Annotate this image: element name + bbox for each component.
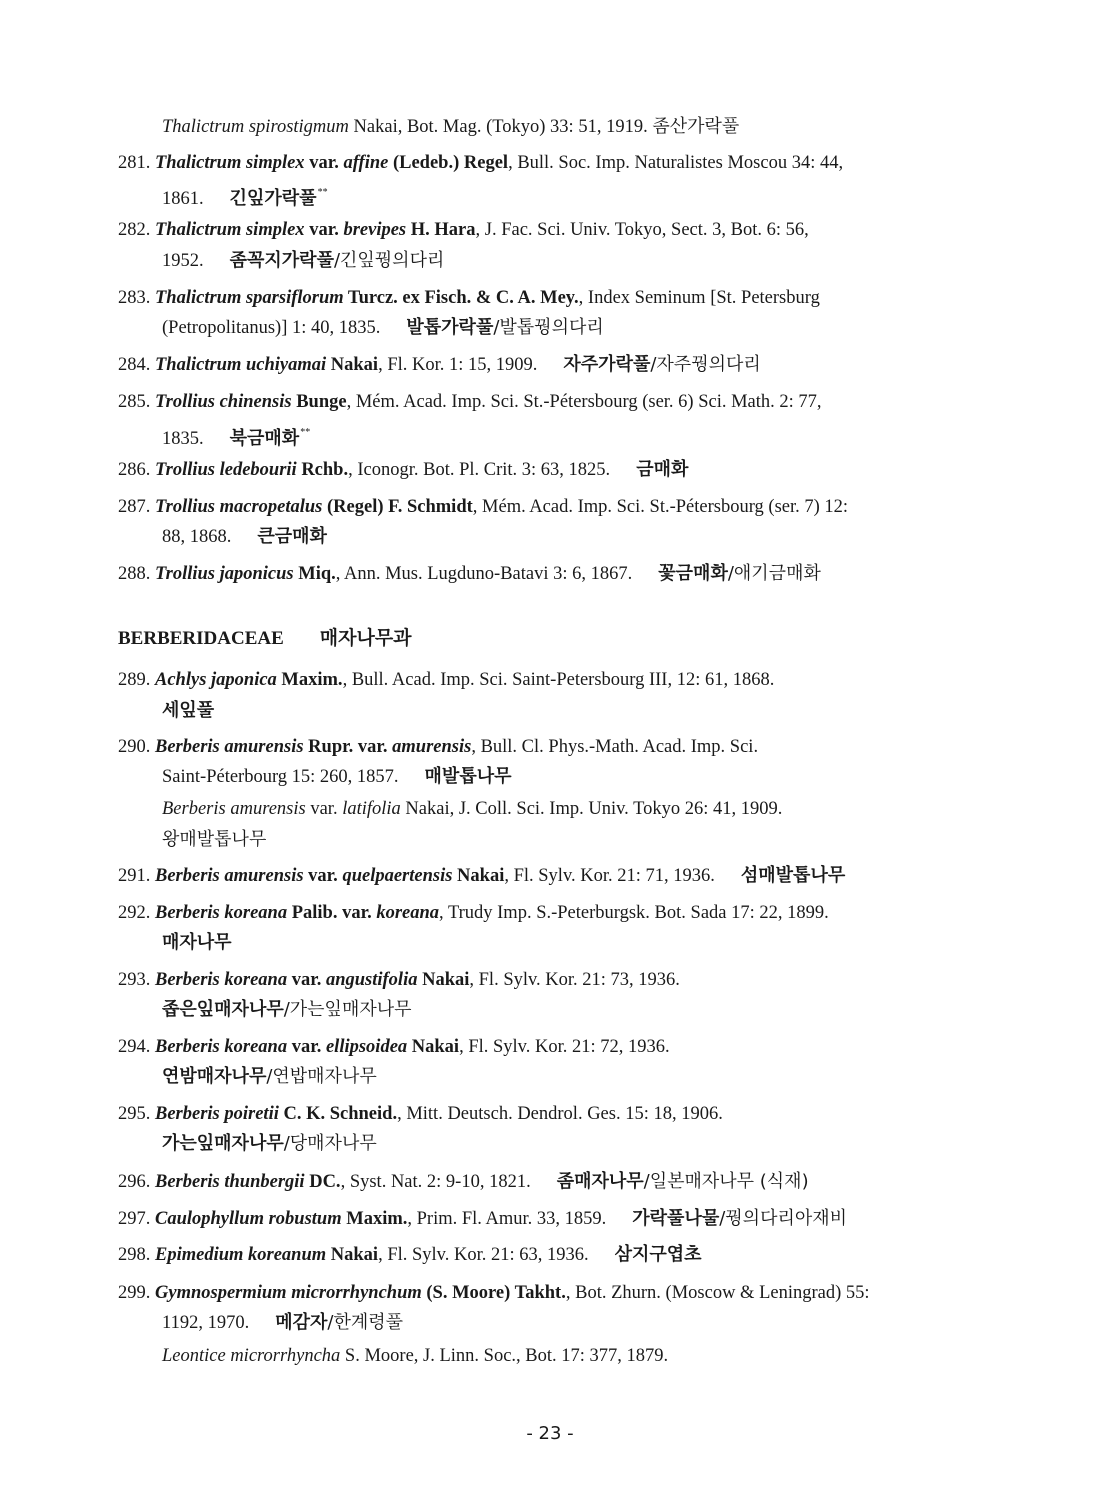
- entry-number: 294.: [118, 1037, 155, 1057]
- entry-line-continuation: [162, 315, 604, 341]
- entry-number: 298.: [118, 1245, 155, 1265]
- korean-name: 삼지구엽초: [614, 1244, 702, 1265]
- korean-name: 메감자: [275, 1312, 328, 1333]
- author: Nakai: [326, 1245, 379, 1265]
- entry-line-continuation: [162, 698, 214, 724]
- infraspecific-epithet: quelpaertensis: [342, 866, 453, 886]
- alternate-korean-name: /가는잎매자나무: [283, 999, 412, 1020]
- entry-line: [118, 1280, 870, 1306]
- entry-line: [118, 1034, 670, 1060]
- scientific-name: Thalictrum simplex: [155, 153, 305, 173]
- infraspecific-epithet: ellipsoidea: [325, 1037, 408, 1057]
- citation: , Fl. Sylv. Kor. 21: 71, 1936.: [504, 866, 715, 886]
- alternate-korean-name: /자주꿩의다리: [650, 354, 761, 375]
- author: Maxim.: [341, 1209, 408, 1229]
- citation-year: 88, 1868.: [162, 527, 232, 547]
- scientific-name: Trollius chinensis: [155, 392, 292, 412]
- citation: , Fl. Sylv. Kor. 21: 72, 1936.: [459, 1037, 670, 1057]
- entry-line-continuation: [162, 420, 310, 452]
- family-latin-name: BERBERIDACEAE: [118, 628, 284, 649]
- entry-line: [118, 457, 688, 483]
- author: Rchb.: [296, 460, 349, 480]
- alternate-korean-name: /한계령풀: [327, 1312, 403, 1333]
- entry-line-continuation: [162, 930, 232, 956]
- author: C. K. Schneid.: [278, 1104, 398, 1124]
- entry-number: 285.: [118, 392, 155, 412]
- author: Miq.: [293, 564, 336, 584]
- synonym-epithet: latifolia: [342, 799, 401, 819]
- author: (Ledeb.) Regel: [388, 153, 509, 173]
- rank-marker: var.: [287, 1037, 326, 1057]
- infraspecific-epithet: angustifolia: [325, 970, 418, 990]
- entry-number: 290.: [118, 737, 155, 757]
- citation: , Index Seminum [St. Petersburg: [578, 288, 820, 308]
- family-heading: [118, 625, 412, 652]
- synonym-line: [162, 114, 739, 140]
- korean-name: 세잎풀: [162, 700, 215, 721]
- scientific-name: Berberis poiretii: [155, 1104, 279, 1124]
- scientific-name: Thalictrum simplex: [155, 220, 305, 240]
- korean-name: 섬매발톱나무: [740, 865, 846, 886]
- citation-year: 1835.: [162, 429, 204, 449]
- citation: Nakai, J. Coll. Sci. Imp. Univ. Tokyo 26: 41, 1909.: [400, 799, 783, 819]
- author: H. Hara: [406, 220, 476, 240]
- rank-marker: var.: [287, 970, 326, 990]
- korean-name: 자주가락풀: [563, 354, 651, 375]
- scientific-name: Caulophyllum robustum: [155, 1209, 342, 1229]
- infraspecific-epithet: amurensis: [392, 737, 472, 757]
- alternate-korean-name: /긴잎꿩의다리: [333, 250, 445, 271]
- entry-line: [118, 561, 821, 587]
- citation: , Iconogr. Bot. Pl. Crit. 3: 63, 1825.: [348, 460, 611, 480]
- citation: , Mitt. Deutsch. Dendrol. Ges. 15: 18, 1906.: [397, 1104, 723, 1124]
- synonym-name: Berberis amurensis: [162, 799, 306, 819]
- scientific-name: Berberis amurensis: [155, 866, 304, 886]
- citation-year: 1952.: [162, 251, 204, 271]
- entry-line: [118, 389, 822, 415]
- entry-number: 281.: [118, 153, 155, 173]
- author: (S. Moore) Takht.: [421, 1283, 566, 1303]
- infraspecific-epithet: koreana: [376, 903, 440, 923]
- entry-line-continuation: [162, 997, 412, 1023]
- citation-year: 1861.: [162, 189, 204, 209]
- author: Nakai: [417, 970, 470, 990]
- entry-number: 299.: [118, 1283, 155, 1303]
- citation-continued: Saint-Péterbourg 15: 260, 1857.: [162, 767, 399, 787]
- author: Rupr. var.: [303, 737, 393, 757]
- korean-name: 가는잎매자나무: [162, 1133, 284, 1154]
- alternate-korean-name: /애기금매화: [727, 563, 821, 584]
- citation: , Bull. Acad. Imp. Sci. Saint-Petersbourg III, 12: 61, 1868.: [342, 670, 775, 690]
- entry-number: 291.: [118, 866, 155, 886]
- author: Palib. var.: [287, 903, 377, 923]
- entry-line: [118, 150, 843, 176]
- entry-number: 295.: [118, 1104, 155, 1124]
- entry-number: 297.: [118, 1209, 155, 1229]
- synonym-line: [162, 796, 782, 822]
- author: Nakai: [407, 1037, 460, 1057]
- citation-continued: (Petropolitanus)] 1: 40, 1835.: [162, 318, 381, 338]
- rank-marker: var.: [303, 866, 343, 886]
- entry-line: [118, 285, 820, 311]
- citation: , Trudy Imp. S.-Peterburgsk. Bot. Sada 17: 22, 1899.: [439, 903, 829, 923]
- alternate-korean-name: /발톱꿩의다리: [493, 317, 604, 338]
- entry-line: [118, 1169, 809, 1195]
- citation: , Fl. Sylv. Kor. 21: 73, 1936.: [469, 970, 680, 990]
- alternate-korean-name: /연밥매자나무: [266, 1066, 377, 1087]
- author: Bunge: [291, 392, 347, 412]
- scientific-name: Achlys japonica: [155, 670, 277, 690]
- scientific-name: Gymnospermium microrrhynchum: [155, 1283, 422, 1303]
- citation: , Bull. Cl. Phys.-Math. Acad. Imp. Sci.: [471, 737, 759, 757]
- footnote-mark: **: [317, 187, 328, 198]
- citation: , Mém. Acad. Imp. Sci. St.-Pétersbourg (ser. 6) Sci. Math. 2: 77,: [346, 392, 822, 412]
- alternate-korean-name: /일본매자나무 (식재): [643, 1171, 809, 1192]
- citation: , Fl. Kor. 1: 15, 1909.: [378, 355, 538, 375]
- citation: , J. Fac. Sci. Univ. Tokyo, Sect. 3, Bot. 6: 56,: [475, 220, 809, 240]
- alternate-korean-name: /꿩의다리아재비: [719, 1208, 848, 1229]
- citation: , Syst. Nat. 2: 9-10, 1821.: [340, 1172, 531, 1192]
- scientific-name: Berberis amurensis: [155, 737, 304, 757]
- author: Maxim.: [276, 670, 343, 690]
- citation: , Bot. Zhurn. (Moscow & Leningrad) 55:: [565, 1283, 870, 1303]
- scientific-name: Berberis koreana: [155, 1037, 288, 1057]
- citation: , Fl. Sylv. Kor. 21: 63, 1936.: [378, 1245, 589, 1265]
- korean-name: 매자나무: [162, 932, 232, 953]
- citation: Nakai, Bot. Mag. (Tokyo) 33: 51, 1919.: [348, 117, 653, 137]
- scientific-name: Trollius macropetalus: [155, 497, 323, 517]
- citation: , Prim. Fl. Amur. 33, 1859.: [407, 1209, 607, 1229]
- entry-line: [118, 352, 761, 378]
- citation: S. Moore, J. Linn. Soc., Bot. 17: 377, 1879.: [340, 1346, 669, 1366]
- entry-line-continuation: [162, 1131, 377, 1157]
- synonym-line-continuation: [162, 827, 266, 853]
- korean-name: 왕매발톱나무: [162, 829, 267, 850]
- korean-name: 꽃금매화: [658, 563, 728, 584]
- entry-line: [118, 734, 758, 760]
- entry-line: [118, 900, 829, 926]
- synonym-name: Thalictrum spirostigmum: [162, 117, 349, 137]
- korean-name: 좀꼭지가락풀: [229, 250, 334, 271]
- entry-number: 283.: [118, 288, 155, 308]
- entry-number: 282.: [118, 220, 155, 240]
- alternate-korean-name: /당매자나무: [283, 1133, 377, 1154]
- entry-number: 292.: [118, 903, 155, 923]
- entry-number: 284.: [118, 355, 155, 375]
- scientific-name: Trollius japonicus: [155, 564, 294, 584]
- scientific-name: Epimedium koreanum: [155, 1245, 327, 1265]
- family-korean-name: 매자나무과: [319, 627, 412, 649]
- page-number: - 23 -: [526, 1423, 574, 1444]
- korean-name: 북금매화: [229, 428, 300, 449]
- korean-name: 금매화: [636, 459, 689, 480]
- entry-line: [118, 967, 680, 993]
- synonym-name: Leontice microrrhyncha: [162, 1346, 341, 1366]
- citation: , Mém. Acad. Imp. Sci. St.-Pétersbourg (ser. 7) 12:: [472, 497, 849, 517]
- entry-line-continuation: [162, 248, 444, 274]
- entry-line-continuation: [162, 1064, 377, 1090]
- entry-number: 288.: [118, 564, 155, 584]
- entry-line: [118, 1101, 723, 1127]
- entry-number: 289.: [118, 670, 155, 690]
- author: Turcz. ex Fisch. & C. A. Mey.: [343, 288, 579, 308]
- synonym-line: [162, 1343, 668, 1369]
- entry-number: 287.: [118, 497, 155, 517]
- korean-name: 가락풀나물: [632, 1208, 720, 1229]
- scientific-name: Thalictrum sparsiflorum: [155, 288, 344, 308]
- scientific-name: Trollius ledebourii: [155, 460, 297, 480]
- korean-name: 긴잎가락풀: [229, 188, 317, 209]
- korean-name: 매발톱나무: [424, 766, 512, 787]
- korean-name: 좀산가락풀: [652, 116, 740, 137]
- scientific-name: Berberis koreana: [155, 903, 288, 923]
- infraspecific-epithet: brevipes: [343, 220, 407, 240]
- scientific-name: Thalictrum uchiyamai: [155, 355, 327, 375]
- korean-name: 좀매자나무: [556, 1171, 644, 1192]
- footnote-mark: **: [300, 427, 311, 438]
- author: (Regel) F. Schmidt: [322, 497, 473, 517]
- scientific-name: Berberis koreana: [155, 970, 288, 990]
- rank-marker: var.: [304, 220, 344, 240]
- entry-line: [118, 667, 774, 693]
- entry-line-continuation: [162, 1310, 403, 1336]
- korean-name: 큰금매화: [257, 526, 327, 547]
- entry-line-continuation: [162, 524, 327, 550]
- korean-name: 발톱가락풀: [406, 317, 494, 338]
- citation-year: 1192, 1970.: [162, 1313, 250, 1333]
- entry-line: [118, 494, 848, 520]
- entry-line-continuation: [162, 180, 328, 212]
- author: Nakai: [452, 866, 505, 886]
- entry-line: [118, 863, 845, 889]
- rank-marker: var.: [305, 799, 343, 819]
- citation: , Bull. Soc. Imp. Naturalistes Moscou 34: 44,: [508, 153, 844, 173]
- entry-line: [118, 1206, 847, 1232]
- infraspecific-epithet: affine: [343, 153, 389, 173]
- rank-marker: var.: [304, 153, 344, 173]
- citation: , Ann. Mus. Lugduno-Batavi 3: 6, 1867.: [335, 564, 633, 584]
- entry-number: 286.: [118, 460, 155, 480]
- korean-name: 좁은잎매자나무: [162, 999, 284, 1020]
- author: DC.: [304, 1172, 341, 1192]
- entry-line: [118, 1242, 702, 1268]
- entry-number: 293.: [118, 970, 155, 990]
- entry-number: 296.: [118, 1172, 155, 1192]
- entry-line: [118, 217, 809, 243]
- entry-line-continuation: [162, 764, 512, 790]
- author: Nakai: [326, 355, 379, 375]
- korean-name: 연밤매자나무: [162, 1066, 267, 1087]
- scientific-name: Berberis thunbergii: [155, 1172, 305, 1192]
